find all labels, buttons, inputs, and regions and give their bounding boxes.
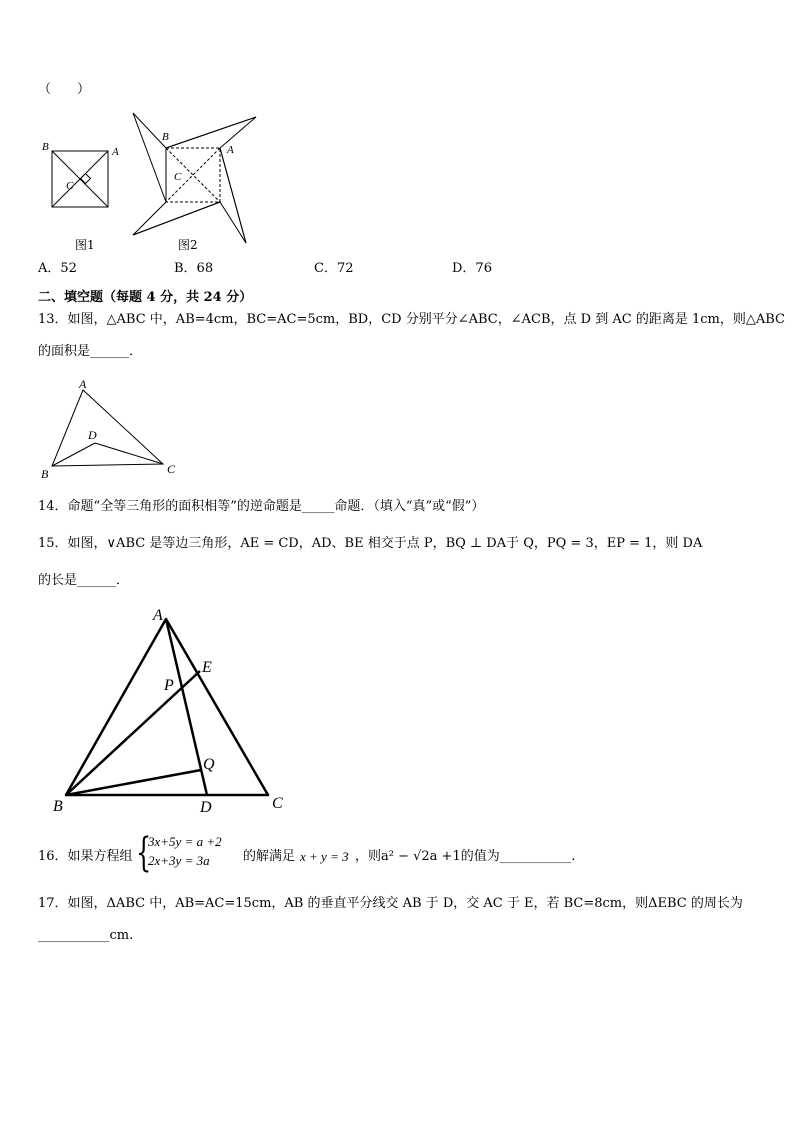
q16-prefix: 16．如果方程组 — [38, 849, 133, 864]
q13-triangle — [52, 390, 163, 466]
fig1-label-a: A — [112, 146, 119, 158]
fig2-caption: 图2 — [178, 238, 198, 252]
q13-label-a: A — [79, 377, 87, 391]
answer-bracket: （ ） — [38, 82, 91, 97]
q15-be — [66, 671, 200, 795]
option-c: C．72 — [314, 261, 354, 276]
q13-label-d: D — [88, 428, 97, 442]
figure-1 — [38, 138, 118, 248]
option-a: A．52 — [38, 261, 77, 276]
q15-label-c: C — [272, 795, 283, 812]
q16-suffix: ，则a² − √2a +1的值为___________. — [355, 849, 576, 864]
q15-label-b: B — [53, 798, 63, 815]
q13-bd — [52, 443, 95, 466]
q15-triangle-figure — [48, 604, 298, 819]
q15-ad — [166, 619, 207, 795]
option-d: D．76 — [452, 261, 492, 276]
q15-label-a: A — [153, 607, 163, 624]
q13-label-b: B — [41, 467, 49, 481]
q15-label-e: E — [202, 659, 212, 676]
q15-label-q: Q — [203, 756, 215, 773]
q13-label-c: C — [167, 462, 176, 476]
system-brace: { — [136, 830, 152, 876]
q16-condition: x + y = 3 — [300, 849, 349, 864]
fig2-label-c: C — [174, 171, 182, 183]
q14-text: 14．命题“全等三角形的面积相等”的逆命题是_____命题．（填入“真”或“假”） — [38, 499, 485, 514]
q15-label-d: D — [200, 799, 212, 816]
q16-equation-1: 3x+5y = a +2 — [148, 834, 222, 849]
q15-line-1: 15．如图，∨ABC 是等边三角形，AE = CD，AD、BE 相交于点 P，BQ ⊥ DA于 Q，PQ = 3，EP = 1，则 DA — [38, 536, 703, 551]
q15-line-2: 的长是______． — [38, 573, 130, 588]
q13-line-2: 的面积是______． — [38, 344, 143, 359]
fig1-label-c: C — [66, 180, 74, 192]
fig2-label-b: B — [162, 131, 169, 143]
q13-triangle-figure — [38, 376, 188, 482]
q16-middle: 的解满足 — [243, 849, 296, 864]
fig1-right-angle-mark — [81, 174, 91, 184]
q17-line-1: 17．如图，ΔABC 中，AB=AC=15cm，AB 的垂直平分线交 AB 于 D，交 AC 于 E，若 BC=8cm，则ΔEBC 的周长为 — [38, 896, 743, 911]
q15-bq — [66, 770, 201, 795]
option-b: B．68 — [174, 261, 214, 276]
q13-line-1: 13．如图，△ABC 中，AB=4cm，BC=AC=5cm，BD，CD 分别平分∠ABC，∠ACB，点 D 到 AC 的距离是 1cm，则△ABC — [38, 312, 785, 327]
q16-equation-2: 2x+3y = 3a — [148, 853, 210, 868]
q17-line-2: ___________cm. — [38, 928, 134, 943]
fig1-label-b: B — [42, 141, 49, 153]
figure-2 — [128, 110, 268, 250]
fig1-caption: 图1 — [75, 238, 95, 252]
fig2-label-a: A — [227, 144, 234, 156]
fig2-pinwheel-outline — [133, 113, 256, 243]
q13-cd — [95, 443, 163, 464]
section-title: 二、填空题（每题 4 分，共 24 分） — [38, 290, 253, 305]
q15-label-p: P — [164, 677, 174, 694]
